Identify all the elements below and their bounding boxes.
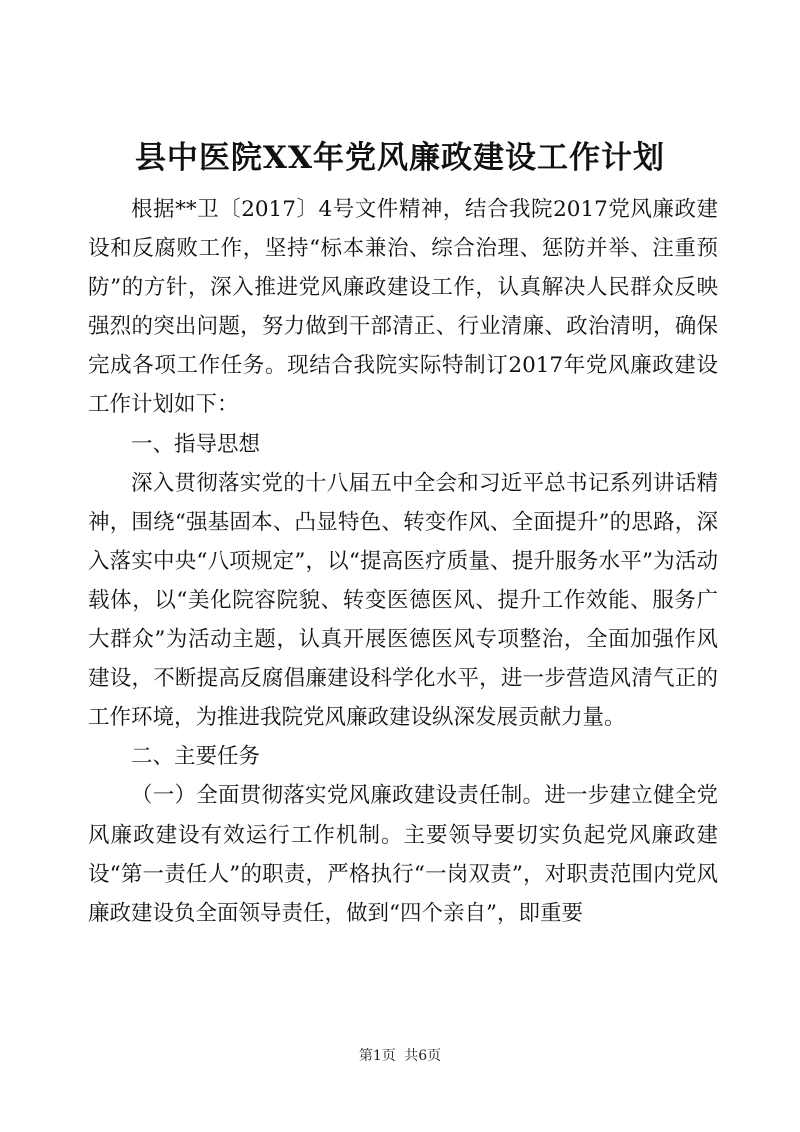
section-heading-guiding-ideology: 一、指导思想	[131, 431, 261, 457]
page-number: 第1页	[358, 1048, 396, 1064]
document-body	[88, 190, 718, 933]
intro-paragraph: 根据**卫〔2017〕4号文件精神，结合我院2017党风廉政建设和反腐败工作，坚持“标本兼治、综合治理、惩防并举、注重预防”的方针，深入推进党风廉政建设工作，认真解决人民群众反映强烈的突出问题，努力做到干部清正、行业清廉、政治清明，确保完成各项工作任务。现结合我院实际特制订2017年党风廉政建设工作计划如下：	[88, 197, 718, 418]
guiding-ideology-paragraph: 深入贯彻落实党的十八届五中全会和习近平总书记系列讲话精神，围绕“强基固本、凸显特色、转变作风、全面提升”的思路，深入落实中央“八项规定”，以“提高医疗质量、提升服务水平”为活动载体，以“美化院容院貌、转变医德医风、提升工作效能、服务广大群众”为活动主题，认真开展医德医风专项整治，全面加强作风建设，不断提高反腐倡廉建设科学化水平，进一步营造风清气正的工作环境，为推进我院党风廉政建设纵深发展贡献力量。	[88, 470, 718, 731]
page-footer	[0, 1046, 800, 1066]
main-tasks-paragraph: （一）全面贯彻落实党风廉政建设责任制。进一步建立健全党风廉政建设有效运行工作机制。主要领导要切实负起党风廉政建设“第一责任人”的职责，严格执行“一岗双责”，对职责范围内党风廉政建设负全面领导责任，做到“四个亲自”，即重要	[88, 783, 718, 926]
section-heading-main-tasks: 二、主要任务	[131, 744, 261, 770]
page-total: 共6页	[404, 1048, 442, 1064]
document-title: 县中医院XX年党风廉政建设工作计划	[134, 140, 666, 176]
